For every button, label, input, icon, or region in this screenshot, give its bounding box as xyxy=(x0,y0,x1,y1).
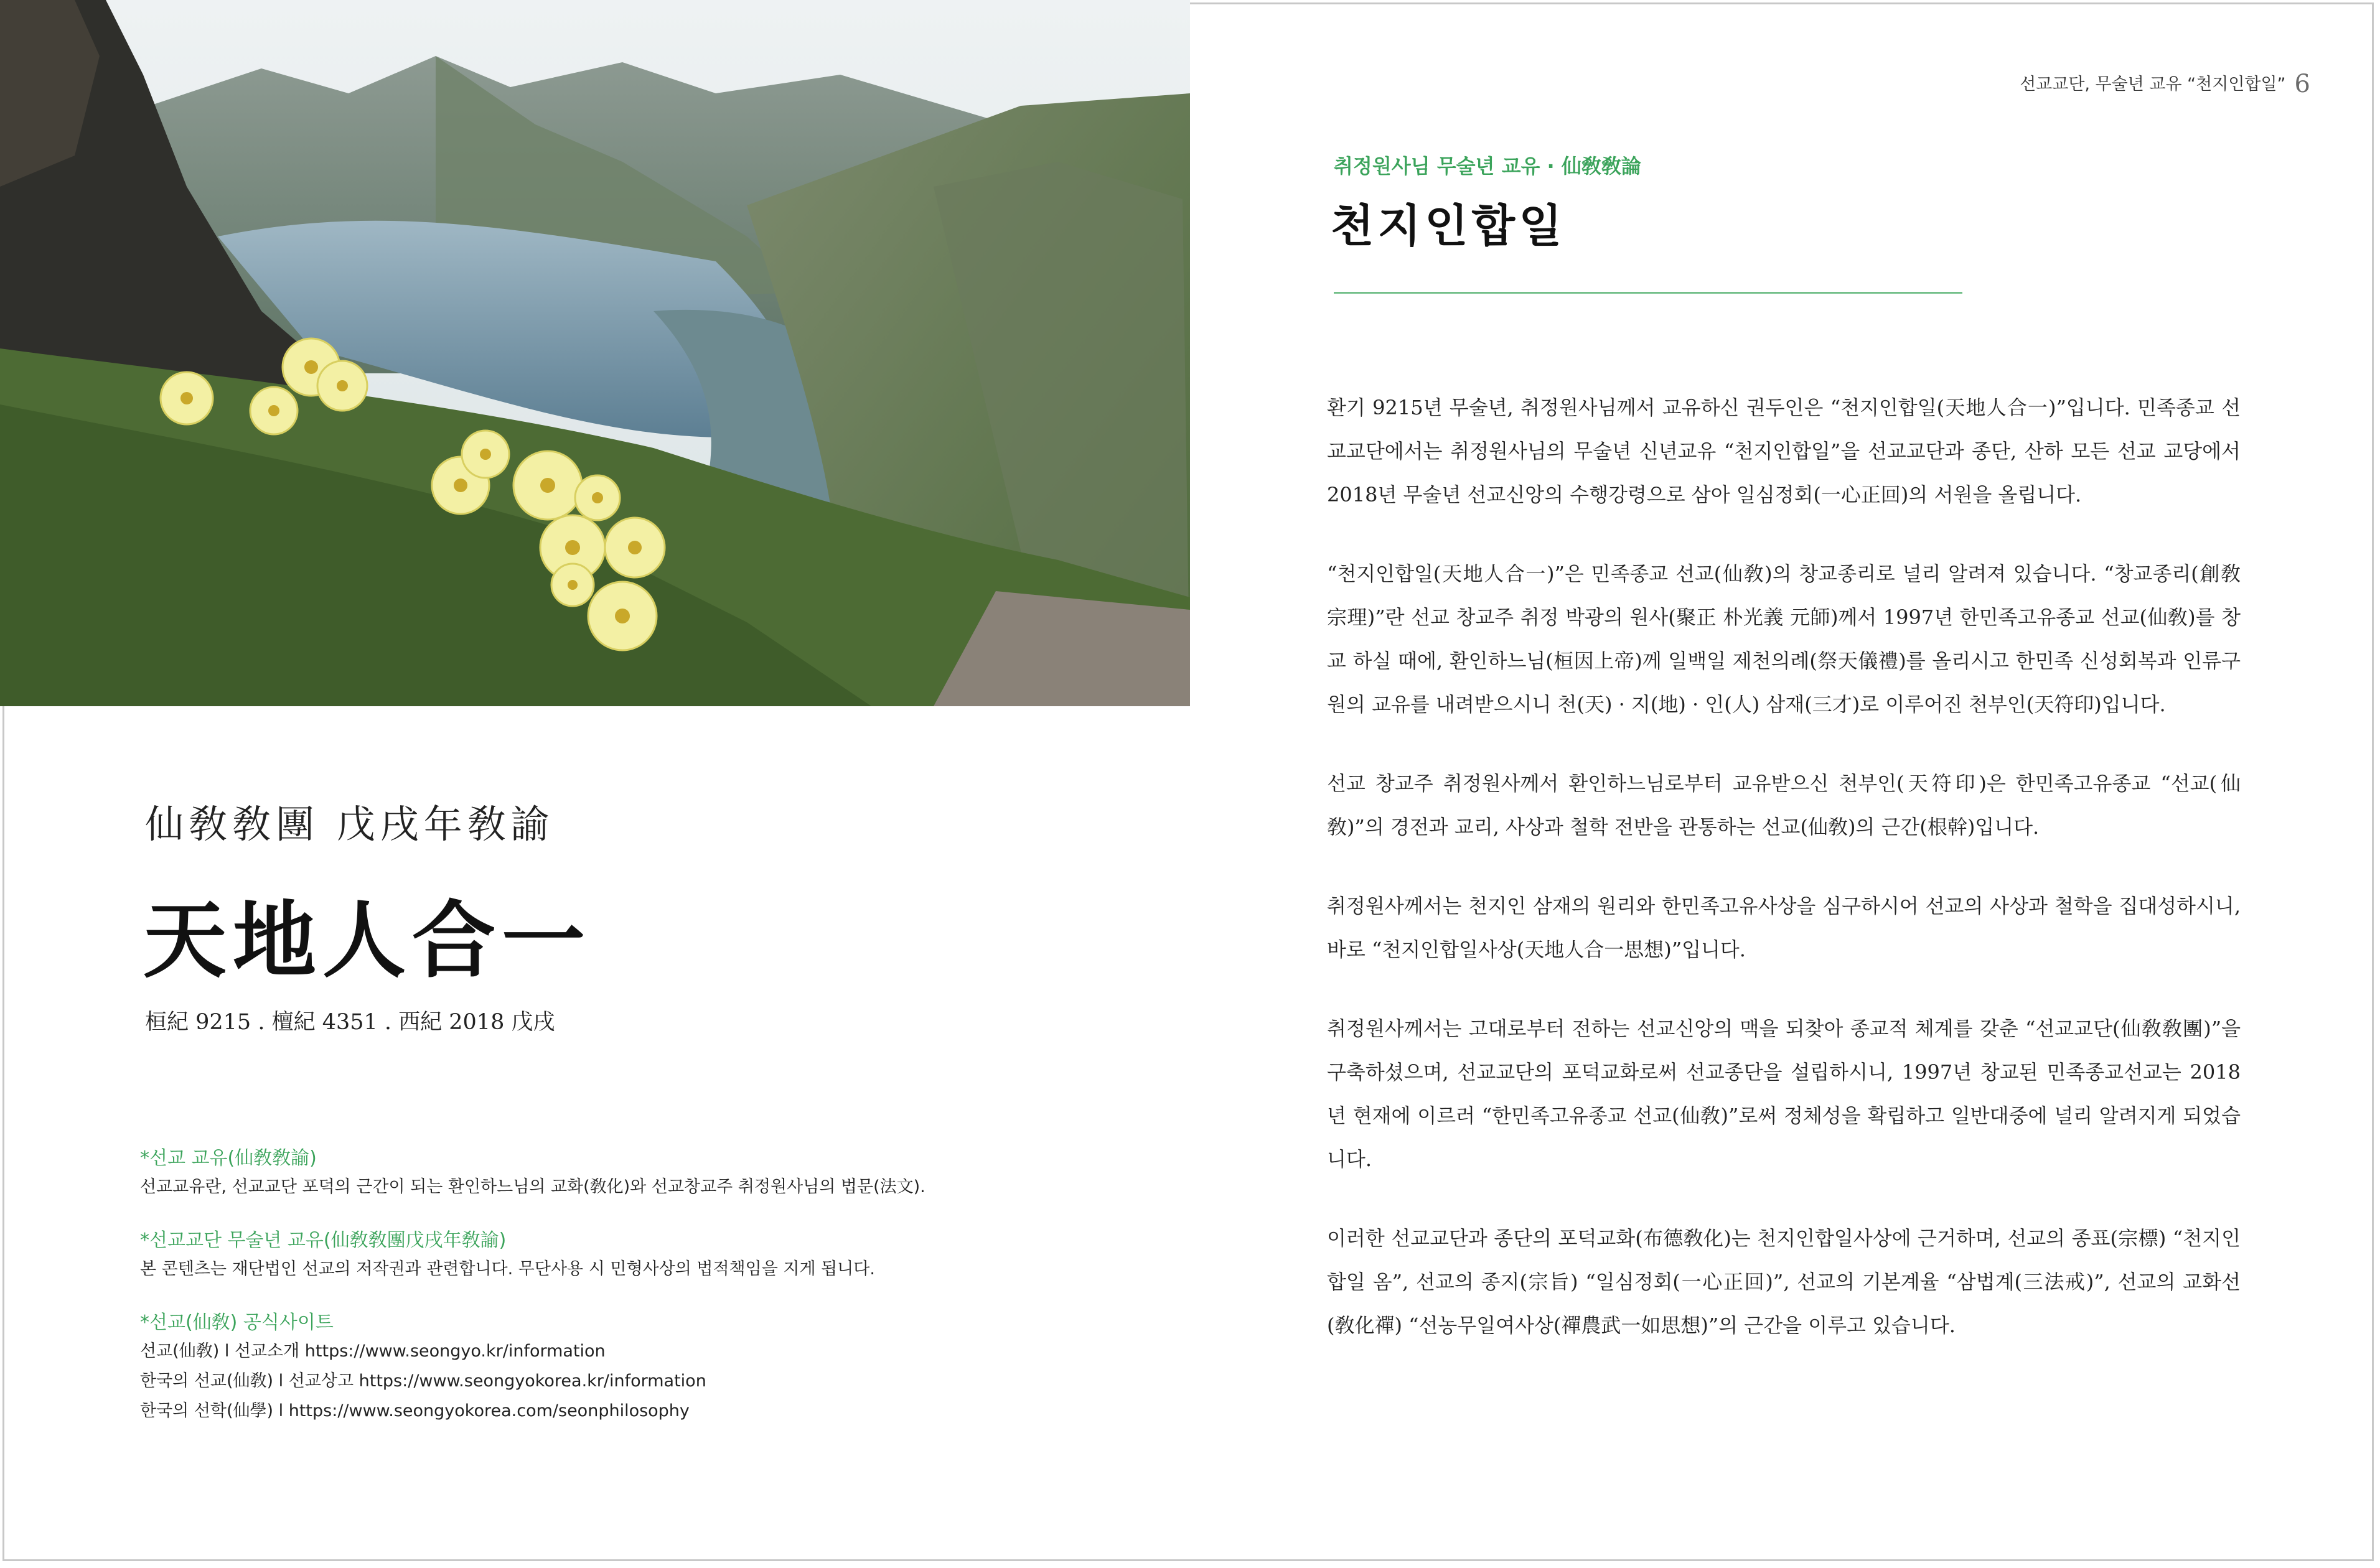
article-paragraph: 선교 창교주 취정원사께서 환인하느님로부터 교유받으신 천부인(天符印)은 한민족고유종교 “선교(仙敎)”의 경전과 교리, 사상과 철학 전반을 관통하는 선교(仙敎)의 근간(根幹)입니다. xyxy=(1327,772,2241,839)
title-divider xyxy=(1334,292,1962,294)
link-seongyokorea-information[interactable]: 한국의 선교(仙敎) l 선교상고 https://www.seongyokorea.kr/information xyxy=(140,1371,706,1391)
mountain-lake-flowers-photo xyxy=(0,0,1190,706)
info-block xyxy=(140,1145,1136,1451)
link-seongyokorea-seonphilosophy[interactable]: 한국의 선학(仙學) l https://www.seongyokorea.com/seonphilosophy xyxy=(140,1401,690,1421)
running-header-text: 선교교단, 무술년 교유 “천지인합일” xyxy=(2020,75,2286,94)
info-heading: *선교(仙敎) 공식사이트 xyxy=(140,1312,334,1333)
info-heading: *선교 교유(仙敎敎諭) xyxy=(140,1147,317,1169)
cover-photo xyxy=(0,0,1190,706)
page-number: 6 xyxy=(2294,70,2310,98)
info-line: 본 콘텐츠는 재단법인 선교의 저작권과 관련합니다. 무단사용 시 민형사상의 법적책임을 지게 됩니다. xyxy=(140,1259,875,1279)
info-heading: *선교교단 무술년 교유(仙敎敎團戊戌年敎諭) xyxy=(140,1230,507,1251)
cover-dates: 桓紀 9215 . 檀紀 4351 . 西紀 2018 戊戌 xyxy=(145,1010,555,1035)
info-line: 선교교유란, 선교교단 포덕의 근간이 되는 환인하느님의 교화(敎化)와 선교창교주 취정원사님의 법문(法文). xyxy=(140,1177,925,1197)
info-section xyxy=(140,1227,1136,1284)
running-header xyxy=(2020,70,2310,98)
article-title: 천지인합일 xyxy=(1331,200,1566,252)
article-kicker: 취정원사님 무술년 교유 · 仙敎敎論 xyxy=(1334,154,1641,178)
article-paragraph: 취정원사께서는 천지인 삼재의 원리와 한민족고유사상을 심구하시어 선교의 사상과 철학을 집대성하시니, 바로 “천지인합일사상(天地人合一思想)”입니다. xyxy=(1327,894,2241,961)
article-paragraph: 환기 9215년 무술년, 취정원사님께서 교유하신 권두인은 “천지인합일(天地人合一)”입니다. 민족종교 선교교단에서는 취정원사님의 무술년 신년교유 “천지인합일”을 선교교단과 종단, 산하 모든 선교 교당에서 2018년 무술년 선교신앙의 수행강령으로 삼아 일심정회(一心正回)의 서원을 올립니다. xyxy=(1327,396,2241,506)
article-paragraph: “천지인합일(天地人合一)”은 민족종교 선교(仙敎)의 창교종리로 널리 알려져 있습니다. “창교종리(創敎宗理)”란 선교 창교주 취정 박광의 원사(聚正 朴光義 元師)께서 1997년 한민족고유종교 선교(仙敎)를 창교 하실 때에, 환인하느님(桓因上帝)께 일백일 제천의례(祭天儀禮)를 올리시고 한민족 신성회복과 인류구원의 교유를 내려받으시니 천(天) · 지(地) · 인(人) 삼재(三才)로 이루어진 천부인(天符印)입니다. xyxy=(1327,562,2241,716)
cover-title: 天地人合一 xyxy=(143,891,592,989)
info-section xyxy=(140,1145,1136,1202)
cover-subtitle: 仙敎敎團 戊戌年敎諭 xyxy=(145,801,555,847)
article-body xyxy=(1327,386,2241,1383)
info-section xyxy=(140,1309,1136,1426)
article-paragraph: 이러한 선교교단과 종단의 포덕교화(布德敎化)는 천지인합일사상에 근거하며, 선교의 종표(宗標) “천지인합일 옴”, 선교의 종지(宗旨) “일심정회(一心正回)”, 선교의 기본계율 “삼법계(三法戒)”, 선교의 교화선(敎化禪) “선농무일여사상(禪農武一如思想)”의 근간을 이루고 있습니다. xyxy=(1327,1226,2241,1337)
article-paragraph: 취정원사께서는 고대로부터 전하는 선교신앙의 맥을 되찾아 종교적 체계를 갖춘 “선교교단(仙敎敎團)”을 구축하셨으며, 선교교단의 포덕교화로써 선교종단을 설립하시니, 1997년 창교된 민족종교선교는 2018년 현재에 이르러 “한민족고유종교 선교(仙敎)”로써 정체성을 확립하고 일반대중에 널리 알려지게 되었습니다. xyxy=(1327,1017,2241,1171)
link-seongyo-information[interactable]: 선교(仙敎) l 선교소개 https://www.seongyo.kr/information xyxy=(140,1342,606,1361)
